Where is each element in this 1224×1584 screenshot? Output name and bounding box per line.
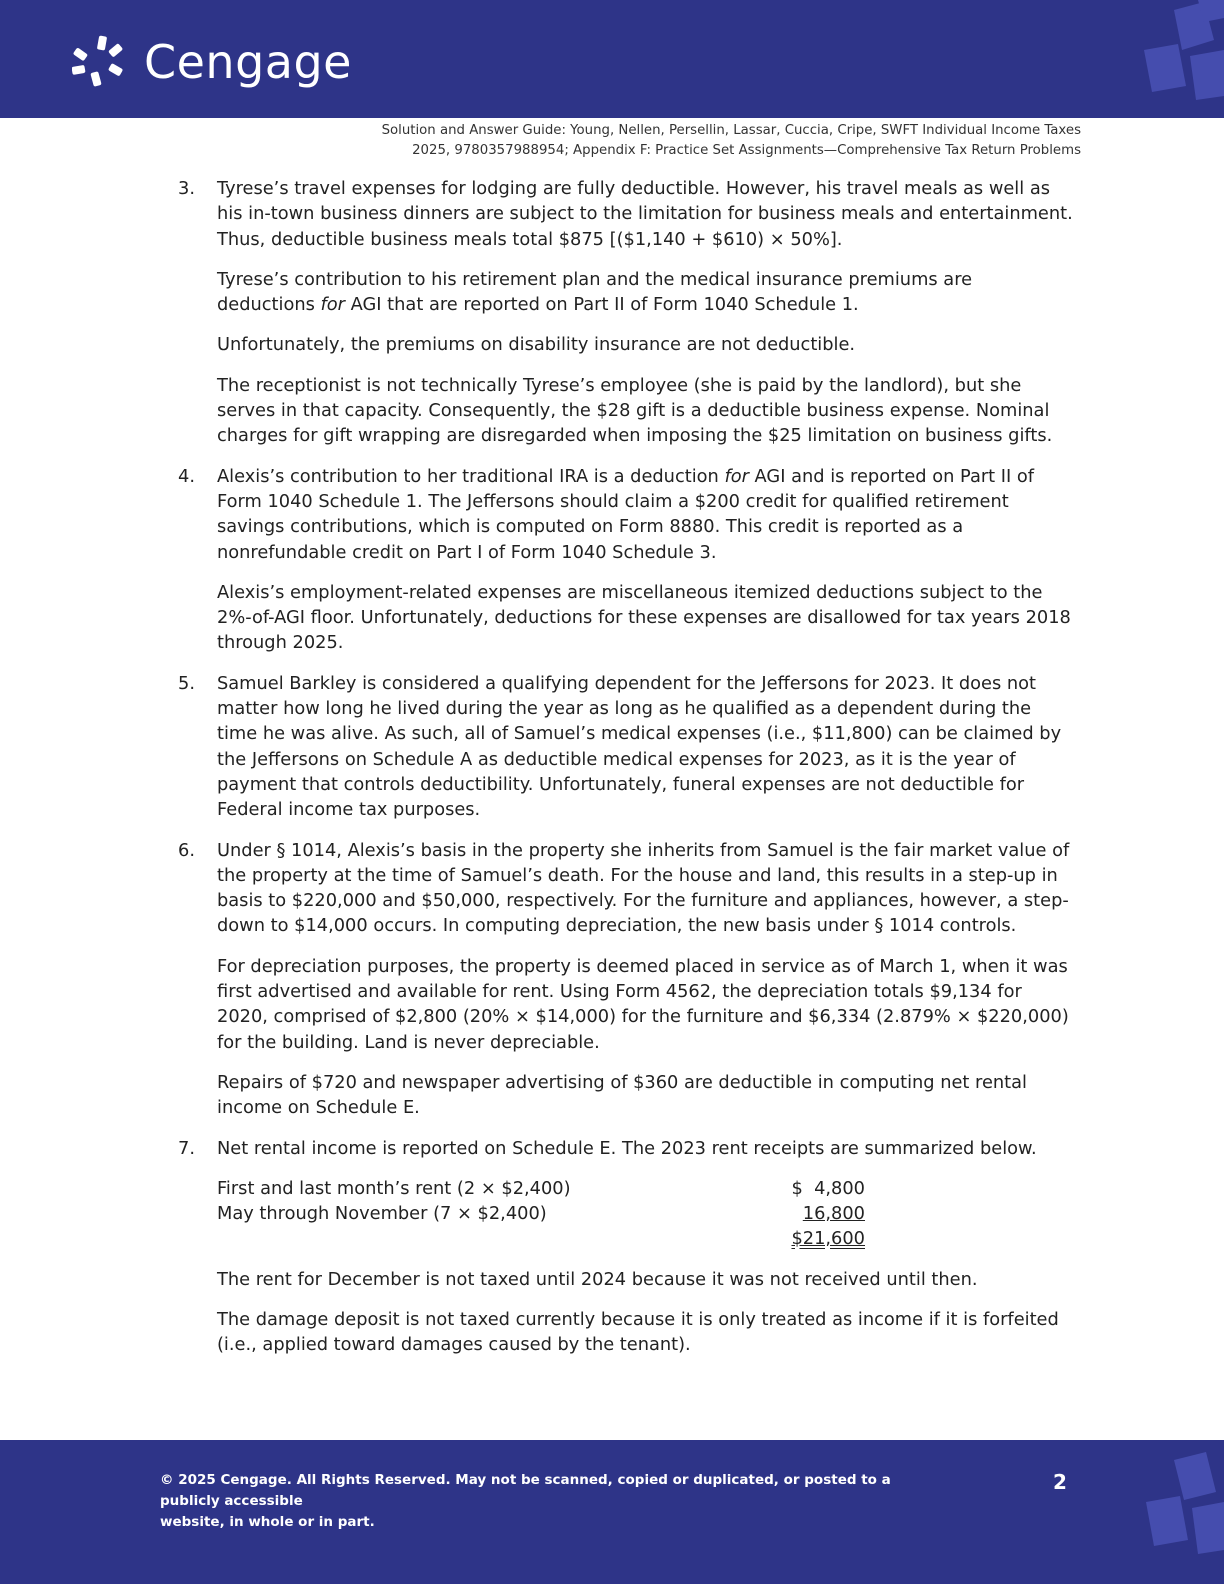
- answer-item-7: [175, 1136, 1075, 1358]
- rent-receipts-table: [217, 1176, 1075, 1252]
- paragraph: The damage deposit is not taxed currently because it is only treated as income if it is forfeited (i.e., applied toward damages caused by the tenant).: [217, 1308, 1059, 1356]
- running-header-line-2: 2025, 9780357988954; Appendix F: Practice Set Assignments—Comprehensive Tax Return Problems: [412, 143, 1081, 158]
- rent-total: $21,600: [791, 1228, 865, 1250]
- item-number: 7.: [178, 1137, 195, 1159]
- paragraph: The receptionist is not technically Tyrese’s employee (she is paid by the landlord), but she serves in that capacity. Consequently, the $28 gift is a deductible business expense. Nominal charges for gift wrapping are disregarded when imposing the $25 limitation on business gifts.: [217, 374, 1053, 447]
- answer-item-4: [175, 464, 1075, 656]
- cengage-logo[interactable]: [72, 34, 352, 90]
- answer-content: [175, 176, 1075, 1373]
- paragraph: Alexis’s employment-related expenses are miscellaneous itemized deductions subject to the 2%-of-AGI floor. Unfortunately, deductions for these expenses are disallowed for tax years 2018 through 2025.: [217, 581, 1071, 654]
- paragraph: Tyrese’s travel expenses for lodging are fully deductible. However, his travel meals as well as his in-town business dinners are subject to the limitation for business meals and entertainment. Thus, deductible business meals total $875 [($1,140 + $610) × 50%].: [217, 178, 1073, 250]
- header-decoration: [1134, 0, 1224, 118]
- paragraph: For depreciation purposes, the property is deemed placed in service as of March 1, when it was first advertised and available for rent. Using Form 4562, the depreciation totals $9,134 for 2020, comprised of $2,800 (20% × $14,000) for the furniture and $6,334 (2.879% × $220,000) for the building. Land is never depreciable.: [217, 955, 1069, 1053]
- paragraph: Under § 1014, Alexis’s basis in the property she inherits from Samuel is the fair market value of the property at the time of Samuel’s death. For the house and land, this results in a step-up in basis to $220,000 and $50,000, respectively. For the furniture and appliances, however, a step-down to $14,000 occurs. In computing depreciation, the new basis under § 1014 controls.: [217, 839, 1070, 937]
- paragraph: Tyrese’s contribution to his retirement plan and the medical insurance premiums are deductions for AGI that are reported on Part II of Form 1040 Schedule 1.: [217, 268, 973, 316]
- running-header-line-1: Solution and Answer Guide: Young, Nellen, Persellin, Lassar, Cuccia, Cripe, SWFT Individual Income Taxes: [381, 123, 1081, 138]
- page-number: 2: [1053, 1470, 1067, 1494]
- running-header: [181, 121, 1081, 161]
- rent-row-amount: $ 4,800: [791, 1177, 865, 1199]
- brand-name: Cengage: [144, 35, 352, 89]
- header-band: [0, 0, 1224, 118]
- answer-item-3: [175, 176, 1075, 449]
- answer-item-6: [175, 838, 1075, 1121]
- rent-row-label: May through November (7 × $2,400): [217, 1203, 547, 1225]
- copyright-notice: © 2025 Cengage. All Rights Reserved. May not be scanned, copied or duplicated, or posted to a publicly accessible website, in whole or in part.: [160, 1472, 891, 1530]
- rent-row: [217, 1201, 865, 1226]
- rent-total-row: [217, 1226, 865, 1251]
- rent-row-label: First and last month’s rent (2 × $2,400): [217, 1177, 571, 1199]
- rent-row: [217, 1176, 865, 1201]
- paragraph: Unfortunately, the premiums on disability insurance are not deductible.: [217, 334, 856, 356]
- rent-row-amount: 16,800: [802, 1203, 865, 1225]
- cengage-logo-mark-icon: [72, 34, 132, 90]
- answer-item-5: [175, 671, 1075, 823]
- paragraph: Net rental income is reported on Schedule E. The 2023 rent receipts are summarized below.: [217, 1137, 1037, 1159]
- footer-band: [0, 1440, 1224, 1584]
- item-number: 6.: [178, 839, 195, 861]
- item-number: 3.: [178, 178, 195, 199]
- footer-decoration: [1134, 1440, 1224, 1584]
- paragraph: Samuel Barkley is considered a qualifying dependent for the Jeffersons for 2023. It does not matter how long he lived during the year as long as he qualified as a dependent during the time he was alive. As such, all of Samuel’s medical expenses (i.e., $11,800) can be claimed by the Jeffersons on Schedule A as deductible medical expenses for 2023, as it is the year of payment that controls deductibility. Unfortunately, funeral expenses are not deductible for Federal income tax purposes.: [217, 672, 1062, 821]
- paragraph: Repairs of $720 and newspaper advertising of $360 are deductible in computing net rental income on Schedule E.: [217, 1071, 1027, 1119]
- item-number: 5.: [178, 672, 195, 694]
- item-number: 4.: [178, 465, 195, 487]
- paragraph: The rent for December is not taxed until 2024 because it was not received until then.: [217, 1268, 978, 1290]
- paragraph: Alexis’s contribution to her traditional IRA is a deduction for AGI and is reported on Part II of Form 1040 Schedule 1. The Jeffersons should claim a $200 credit for qualified retirement savings contributions, which is computed on Form 8880. This credit is reported as a nonrefundable credit on Part I of Form 1040 Schedule 3.: [217, 465, 1035, 563]
